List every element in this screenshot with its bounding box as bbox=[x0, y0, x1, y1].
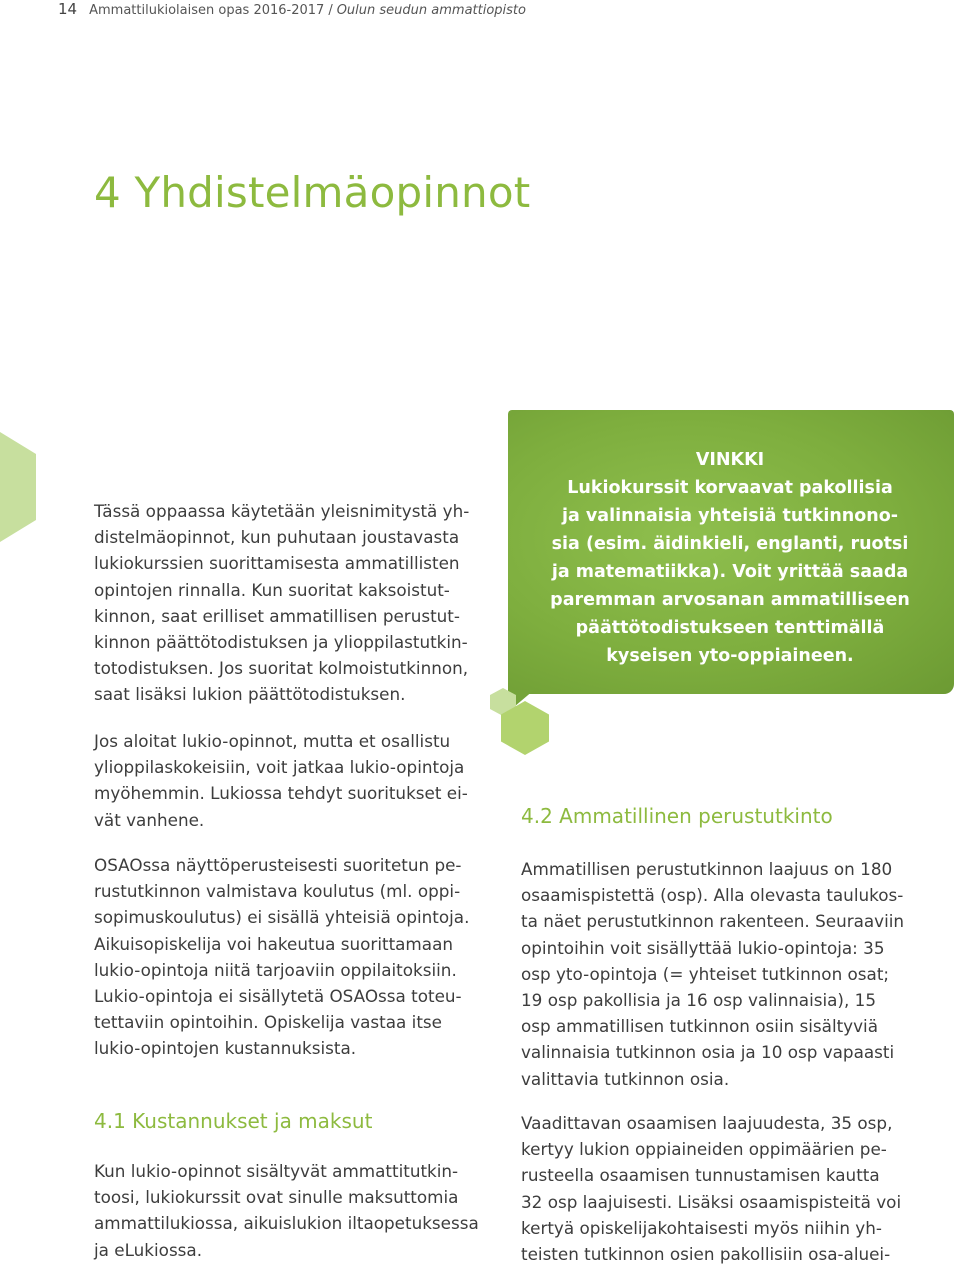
text-line: rusteella osaamisen tunnustamisen kautta bbox=[521, 1165, 880, 1186]
text-line: rustutkinnon valmistava koulutus (ml. oppi- bbox=[94, 881, 461, 902]
text-line: Lukio-opintoja ei sisällytetä OSAOssa toteu- bbox=[94, 986, 462, 1007]
section-heading: 4.1 Kustannukset ja maksut bbox=[94, 1109, 373, 1133]
text-line: myöhemmin. Lukiossa tehdyt suoritukset ei- bbox=[94, 783, 468, 804]
text-line: toosi, lukiokurssit ovat sinulle maksuttomia bbox=[94, 1187, 459, 1208]
text-line: 32 osp laajuisesti. Lisäksi osaamispisteitä voi bbox=[521, 1191, 902, 1212]
text-line: teisten tutkinnon osien pakollisiin osa-aluei- bbox=[521, 1244, 891, 1265]
text-line: Tässä oppaassa käytetään yleisnimitystä yh- bbox=[94, 501, 470, 521]
text-line: osp yto-opintoja (= yhteiset tutkinnon osat; bbox=[521, 963, 890, 984]
guide-title: Ammattilukiolaisen opas 2016-2017 bbox=[89, 3, 325, 18]
text-line: Ammatillisen perustutkinnon laajuus on 180 bbox=[521, 859, 893, 879]
text-line: Kun lukio-opinnot sisältyvät ammattitutkin- bbox=[94, 1161, 459, 1181]
text-line: osp ammatillisen tutkinnon osiin sisältyviä bbox=[521, 1016, 878, 1037]
page-number: 14 bbox=[58, 0, 78, 18]
tip-line: Lukiokurssit korvaavat pakollisia bbox=[567, 478, 893, 498]
text-line: distelmäopinnot, kun puhutaan joustavasta bbox=[94, 527, 460, 548]
text-line: vät vanhene. bbox=[94, 809, 205, 830]
paragraph bbox=[94, 728, 504, 833]
text-line: opintojen rinnalla. Kun suoritat kaksoistut- bbox=[94, 579, 450, 600]
text-line: lukiokurssien suorittamisesta ammatillisten bbox=[94, 553, 460, 574]
tip-line: kyseisen yto-oppiaineen. bbox=[606, 646, 854, 666]
page-title: 4 Yhdistelmäopinnot bbox=[94, 168, 531, 217]
tip-line: paremman arvosanan ammatilliseen bbox=[550, 590, 910, 610]
running-header bbox=[58, 0, 526, 20]
text-line: ylioppilaskokeisiin, voit jatkaa lukio-opintoja bbox=[94, 757, 465, 778]
header-separator: / bbox=[328, 3, 333, 18]
tip-line: sia (esim. äidinkieli, englanti, ruotsi bbox=[551, 534, 909, 554]
text-line: kertyä opiskelijakohtaisesti myös niihin yh- bbox=[521, 1217, 882, 1238]
tip-line: päättötodistukseen tenttimällä bbox=[575, 618, 885, 638]
tip-content bbox=[520, 446, 940, 670]
text-line: lukio-opintojen kustannuksista. bbox=[94, 1038, 357, 1059]
text-line: OSAOssa näyttöperusteisesti suoritetun pe- bbox=[94, 855, 462, 875]
text-line: valinnaisia tutkinnon osia ja 10 osp vapaasti bbox=[521, 1042, 895, 1063]
text-line: saat lisäksi lukion päättötodistuksen. bbox=[94, 684, 406, 705]
paragraph bbox=[94, 1158, 504, 1263]
paragraph bbox=[521, 1110, 931, 1267]
text-line: kinnon, saat erilliset ammatillisen perustut- bbox=[94, 605, 460, 626]
tip-line: ja matematiikka). Voit yrittää saada bbox=[551, 562, 909, 582]
tip-heading: VINKKI bbox=[695, 450, 765, 470]
hexagon-edge-decoration-icon bbox=[0, 432, 40, 542]
paragraph bbox=[521, 856, 931, 1092]
text-line: Jos aloitat lukio-opinnot, mutta et osallistu bbox=[94, 731, 451, 751]
intro-paragraph bbox=[94, 498, 504, 708]
text-line: ja eLukiossa. bbox=[94, 1239, 203, 1260]
text-line: kinnon päättötodistuksen ja ylioppilastutkin- bbox=[94, 632, 468, 653]
text-line: sopimuskoulutus) ei sisällä yhteisiä opintoja. bbox=[94, 907, 470, 928]
text-line: Aikuisopiskelija voi hakeutua suorittamaan bbox=[94, 933, 453, 954]
text-line: kertyy lukion oppiaineiden oppimäärien pe- bbox=[521, 1139, 887, 1160]
text-line: totodistuksen. Jos suoritat kolmoistutkinnon, bbox=[94, 658, 469, 679]
text-line: ta näet perustutkinnon rakenteen. Seuraaviin bbox=[521, 911, 905, 932]
text-line: osaamispistettä (osp). Alla olevasta taulukos- bbox=[521, 885, 904, 906]
hexagon-icon bbox=[501, 701, 549, 755]
paragraph bbox=[94, 852, 504, 1062]
text-line: Vaadittavan osaamisen laajuudesta, 35 osp, bbox=[521, 1113, 893, 1133]
text-line: valittavia tutkinnon osia. bbox=[521, 1068, 730, 1089]
text-line: ammattilukiossa, aikuislukion iltaopetuksessa bbox=[94, 1213, 479, 1234]
section-heading: 4.2 Ammatillinen perustutkinto bbox=[521, 804, 833, 828]
text-line: opintoihin voit sisällyttää lukio-opintoja: 35 bbox=[521, 937, 885, 958]
text-line: lukio-opintoja niitä tarjoaviin oppilaitoksiin. bbox=[94, 959, 457, 980]
text-line: tettaviin opintoihin. Opiskelija vastaa itse bbox=[94, 1012, 442, 1033]
organization-name: Oulun seudun ammattiopisto bbox=[336, 3, 526, 18]
text-line: 19 osp pakollisia ja 16 osp valinnaisia), 15 bbox=[521, 990, 876, 1011]
tip-line: ja valinnaisia yhteisiä tutkinnono- bbox=[561, 506, 899, 526]
